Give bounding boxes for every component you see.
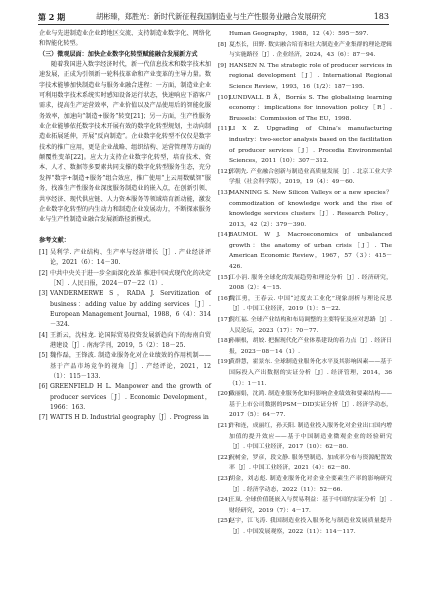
- reference-number: [18]: [218, 338, 231, 345]
- reference-item: [218, 315, 392, 336]
- reference-number: [6]: [39, 383, 48, 391]
- reference-item: [39, 248, 211, 269]
- reference-number: [20]: [218, 391, 231, 398]
- reference-number: [14]: [218, 232, 231, 239]
- reference-text: WATTS H D. Industrial geography［J］. Progress in: [50, 414, 209, 422]
- reference-number: [22]: [218, 454, 231, 461]
- reference-item: [218, 357, 392, 389]
- reference-item: [218, 453, 392, 474]
- reference-number: [5]: [39, 352, 48, 360]
- reference-item: [218, 124, 392, 166]
- reference-item: [218, 61, 392, 93]
- reference-item: [39, 269, 211, 290]
- references-heading: 参考文献：: [39, 236, 70, 244]
- reference-text: 祝树金，罗彦，段文静. 服务型制造、加成率分布与资源配置效率［J］. 中国工业经济，2021（4）：62－80.: [229, 454, 392, 472]
- reference-item: [218, 474, 392, 495]
- reference-number: [2]: [39, 269, 48, 277]
- reference-list: [39, 248, 211, 424]
- reference-number: [25]: [218, 518, 231, 525]
- reference-number: [13]: [218, 189, 231, 196]
- reference-number: [1]: [39, 248, 48, 256]
- reference-text: 黄群慧，霍景东. 全球制造业服务化水平及其影响因素——基于国际投入产出数据的实证分析［J］. 经济管理，2014，36（1）：1－11.: [229, 359, 392, 387]
- reference-text: 孙顺根，胡姣. 把握现代化产业体系建设的着力点［J］. 经济日报，2023－08－14（1）.: [229, 338, 393, 355]
- reference-text: 魏作磊，王锋波. 制造业服务化对企业绩效的作用机制——基于产品市场竞争的视角［J］. 产经评论，2021，12（1）：115－133.: [50, 352, 211, 380]
- reference-text: VANDERMERWE S，RADA J. Servitization of business：adding value by adding services［J］. European Management Journal，1988，6（4）：314－324.: [50, 290, 211, 329]
- reference-number: [7]: [39, 414, 48, 422]
- reference-item: [218, 294, 392, 315]
- reference-item: [218, 273, 392, 294]
- reference-number: [19]: [218, 359, 231, 366]
- reference-text: BAUMOL W J. Macroeconomics of unbalanced growth：the anatomy of urban crisis［J］. The American Economic Review，1967，57（3）：415－426.: [229, 232, 392, 271]
- reference-item: [39, 289, 211, 330]
- issue-number: 第 2 期: [38, 12, 66, 22]
- reference-text: 王岚. 全球价值链嵌入与贸易利益：基于中国的实证分析［J］. 财经研究，2019（7）：4－17.: [229, 497, 392, 514]
- reference-number: [21]: [218, 422, 231, 429]
- reference-number: [8]: [218, 41, 227, 48]
- reference-item: [218, 230, 392, 272]
- reference-item: [39, 382, 211, 413]
- running-title: 胡彬臻，郑胜光：新时代新征程我国制造业与生产性服务业融合发展研究: [96, 12, 327, 21]
- reference-number: [218, 29, 229, 40]
- reference-number: [11]: [218, 126, 231, 133]
- reference-item: [218, 495, 392, 516]
- body-paragraph: 随着我国进入数字经济时代，新一代信息技术和数字技术加速发展，正成为引领新一轮科技革命和产业变革的主导力量。数字技术能够加快制造业与服务业融合进程：一方面，制造业企业可利用数字技术系统实时感知设备运行状态，快速响应下游客户需求，提高生产运营效率，产业价值以及产品使用后的智能化服务效率，加速向“制造+服务”转变[21]；另一方面，生产性服务业企业能够依托数字技术开展有效的数字化转型规划，主动向制造业拓展延伸，开展“反向制造”。企业数字化转型不仅仅是数字技术的推广应用，更是企业战略、组织结构、运营管理等方面的颠覆性变革[22]。应大力支持企业数字化转型，培育技术、资本、人才、数据等多要素共同支撑的数字化转型服务生态，充分发挥“数字+制造+服务”组合效应，推广使用“上云用数赋智”服务，找准生产性服务业深度服务制造业的嵌入点，在创新引领、共享经济、现代供应链、人力资本服务等领域培育新动能，激发企业数字化转型的内生动力和制造企业发展动力，不断探索服务业与生产性制造业融合发展新路径新模式。: [39, 61, 211, 224]
- reference-text: 倪红福. 全球产业结构和布局调整的主要特征及应对思路［J］. 人民论坛，2023（17）：70－77.: [229, 317, 392, 334]
- reference-text: MANNING S. New Silicon Valleys or a new species？commodization of knowledge work and the rise of knowledge services clusters［J］. Research Policy，2013，42（2）：379－390.: [229, 189, 392, 228]
- reference-list: [218, 29, 392, 538]
- reference-text: 江小涓. 服务全球化的发展趋势和理论分析［J］. 经济研究，2008（2）：4－15.: [229, 274, 392, 292]
- page-number: 183: [373, 12, 389, 21]
- reference-text: 夏杰长，田野. 数实融合培育和壮大制造业产业集群的理论逻辑与实施路径［J］. 企业经济，2024，43（6）：87－94.: [229, 41, 392, 59]
- reference-item: [218, 29, 392, 40]
- reference-text: Human Geography，1988，12（4）：595－597.: [229, 31, 369, 37]
- reference-number: [9]: [218, 62, 227, 69]
- reference-number: [3]: [39, 290, 48, 298]
- reference-number: [10]: [218, 94, 231, 101]
- reference-text: LUNDVALL B Å，Borrás S. The globalising learning economy：implications for innovation policy［R］. Brussels：Commission of The EU，1998.: [229, 94, 392, 122]
- reference-text: 胡金，刘志彪. 制造业服务化对企业全要素生产率的影响研究［J］. 经济学动态，2022（11）：52－66.: [229, 475, 392, 493]
- reference-text: 王新云，沈桂龙. 论国际贸易投资发展新趋向下的海南自贸港建设［J］. 南海学刊，2019，5（2）：18－25.: [50, 331, 211, 349]
- reference-item: [218, 389, 392, 421]
- reference-text: 戴丽娟，沈鸿. 制造业服务化如何影响企业绩效和要素结构——基于上市公司数据的PSM－DID实证分析［J］. 经济学动态，2017（5）：64－77.: [229, 391, 392, 419]
- left-column: [39, 29, 211, 424]
- page-header: [0, 0, 427, 30]
- right-column: [218, 29, 392, 538]
- reference-item: [218, 167, 392, 188]
- reference-text: 郭朝先. 产业融合创新与制造业高质量发展［J］. 北京工业大学学报（社会科学版），2019，19（4）：49－60.: [229, 168, 393, 186]
- reference-text: 赵宇，江飞涛. 我国制造业投入服务化与制造业发展质量提升［J］. 中国发展观察，2022（11）：114－117.: [229, 518, 392, 535]
- reference-text: 中共中央关于进一步全面深化改革 推进中国式现代化的决定［N］. 人民日报，2024－07－22（1）.: [50, 269, 211, 287]
- reference-number: [15]: [218, 274, 231, 281]
- reference-number: [24]: [218, 497, 231, 504]
- reference-item: [218, 421, 392, 453]
- reference-item: [218, 336, 392, 357]
- reference-item: [218, 93, 392, 125]
- reference-text: 魏江勇，王春云. 中国“过度去工业化”现象剖析与理论反思［J］. 中国工业经济，2019（1）：5－22.: [229, 295, 392, 313]
- section-heading: （三）微观层面：加快企业数字化转型赋能融合发展新方式: [39, 50, 198, 58]
- reference-text: HANSEN N. The strategic role of producer services in regional development［J］. International Regional Science Review，1993，16（1/2）：187－195.: [229, 62, 392, 90]
- reference-text: GREENFIELD H L. Manpower and the growth of producer services［J］. Economic Development，1966：163.: [50, 383, 211, 412]
- reference-number: [17]: [218, 317, 231, 324]
- header-rule: [38, 24, 389, 25]
- reference-number: [4]: [39, 331, 48, 339]
- reference-item: [39, 351, 211, 382]
- reference-text: 许和连，成丽红，孙天阳. 制造业投入服务化对企业出口国内增加值的提升效应——基于中国制造业微观企业的经验研究［J］. 中国工业经济，2017（10）：62－80.: [229, 422, 392, 451]
- reference-item: [218, 516, 392, 537]
- reference-item: [39, 331, 211, 352]
- reference-number: [16]: [218, 295, 231, 302]
- reference-text: LI X Z. Upgrading of China’s manufacturing industry：two-sector analysis based on the facilitation of producer services［J］. Procedia Environmental Sciences，2011（10）：307－312.: [229, 126, 392, 165]
- reference-text: 吴利学. 产业结构、生产率与经济增长［J］. 产业经济评论，2021（6）：14－30.: [50, 248, 211, 267]
- reference-item: [218, 40, 392, 61]
- reference-item: [39, 413, 211, 423]
- reference-number: [23]: [218, 475, 231, 482]
- reference-number: [12]: [218, 168, 231, 175]
- body-paragraph: 企业与先进制造业企业跨地区交流、支持制造业数字化、网络化和智能化转型。: [39, 30, 211, 48]
- reference-item: [218, 188, 392, 230]
